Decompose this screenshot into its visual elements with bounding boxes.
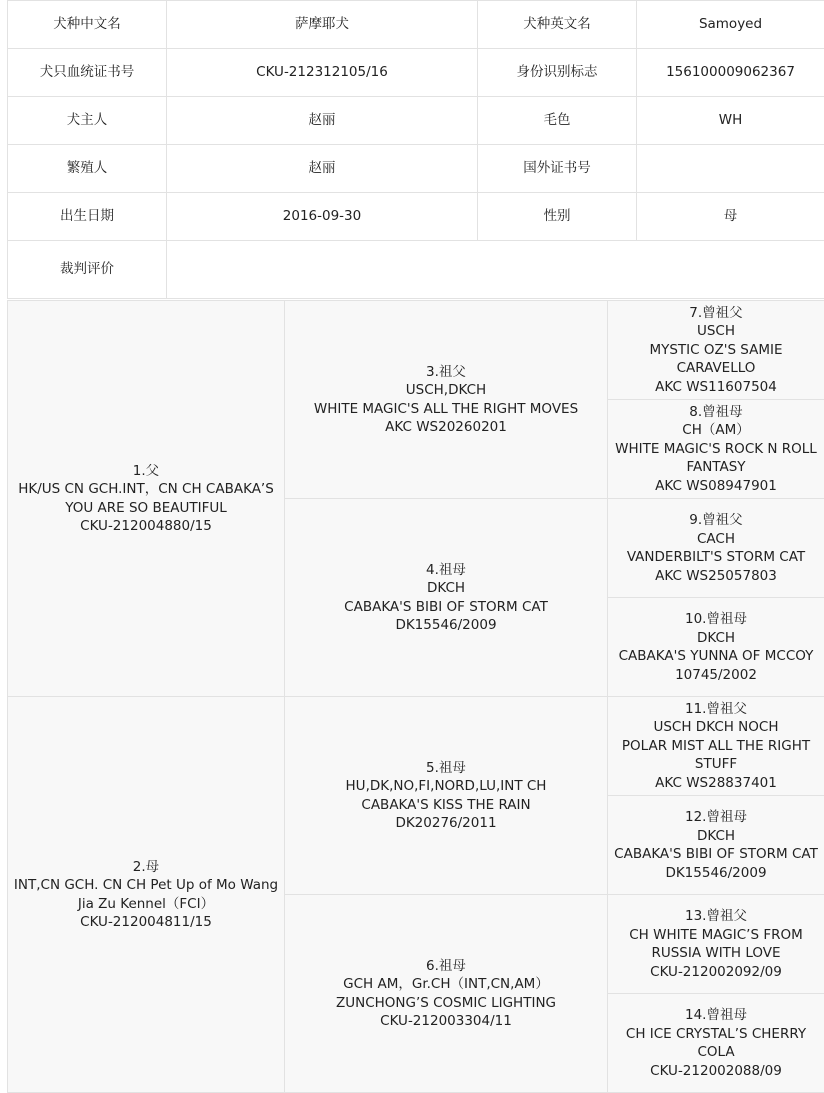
pedigree-line: WHITE MAGIC'S ROCK N ROLL bbox=[610, 440, 822, 459]
breeder-value: 赵丽 bbox=[167, 145, 478, 193]
pedigree-line: DKCH bbox=[287, 579, 605, 598]
pedigree-line: CKU-212003304/11 bbox=[287, 1012, 605, 1031]
pedigree-position-label: 14.曾祖母 bbox=[610, 1006, 822, 1025]
pedigree-line: AKC WS28837401 bbox=[610, 774, 822, 793]
pedigree-line: DK15546/2009 bbox=[287, 616, 605, 635]
info-row-judge bbox=[8, 241, 824, 299]
color-label: 毛色 bbox=[478, 97, 637, 145]
pedigree-line: YOU ARE SO BEAUTIFUL bbox=[10, 499, 282, 518]
pedigree-line: USCH DKCH NOCH bbox=[610, 718, 822, 737]
pedigree-ggp-8 bbox=[608, 400, 824, 499]
pedigree-line: CABAKA'S BIBI OF STORM CAT bbox=[610, 845, 822, 864]
pedigree-position-label: 12.曾祖母 bbox=[610, 808, 822, 827]
pedigree-line: CACH bbox=[610, 530, 822, 549]
pedigree-line: STUFF bbox=[610, 755, 822, 774]
pedigree-line: Jia Zu Kennel（FCI） bbox=[10, 895, 282, 914]
judge-value bbox=[167, 241, 824, 299]
pedigree-line: CABAKA'S BIBI OF STORM CAT bbox=[287, 598, 605, 617]
pedigree-line: MYSTIC OZ'S SAMIE bbox=[610, 341, 822, 360]
pedigree-position-label: 7.曾祖父 bbox=[610, 304, 822, 323]
id-label: 身份识别标志 bbox=[478, 49, 637, 97]
pedigree-line: HK/US CN GCH.INT，CN CH CABAKA’S bbox=[10, 480, 282, 499]
pedigree-position-label: 10.曾祖母 bbox=[610, 610, 822, 629]
judge-label: 裁判评价 bbox=[8, 241, 167, 299]
pedigree-table bbox=[7, 300, 824, 1093]
pedigree-line: DKCH bbox=[610, 629, 822, 648]
pedigree-line: RUSSIA WITH LOVE bbox=[610, 944, 822, 963]
pedigree-line: USCH bbox=[610, 322, 822, 341]
pedigree-maternal-grandsire bbox=[285, 697, 608, 895]
pedigree-line: AKC WS08947901 bbox=[610, 477, 822, 496]
pedigree-ggp-9 bbox=[608, 499, 824, 598]
pedigree-position-label: 6.祖母 bbox=[287, 957, 605, 976]
pedigree-ggp-14 bbox=[608, 994, 824, 1093]
foreign-cert-label: 国外证书号 bbox=[478, 145, 637, 193]
sex-label: 性别 bbox=[478, 193, 637, 241]
pedigree-position-label: 1.父 bbox=[10, 462, 282, 481]
pedigree-line: CH ICE CRYSTAL’S CHERRY bbox=[610, 1025, 822, 1044]
pedigree-position-label: 5.祖母 bbox=[287, 759, 605, 778]
breed-en-value: Samoyed bbox=[637, 1, 824, 49]
pedigree-line: VANDERBILT'S STORM CAT bbox=[610, 548, 822, 567]
cert-label: 犬只血统证书号 bbox=[8, 49, 167, 97]
pedigree-line: 10745/2002 bbox=[610, 666, 822, 685]
pedigree-line: CARAVELLO bbox=[610, 359, 822, 378]
pedigree-line: FANTASY bbox=[610, 458, 822, 477]
breed-cn-label: 犬种中文名 bbox=[8, 1, 167, 49]
pedigree-ggp-12 bbox=[608, 796, 824, 895]
pedigree-line: CKU-212002088/09 bbox=[610, 1062, 822, 1081]
pedigree-position-label: 11.曾祖父 bbox=[610, 700, 822, 719]
dog-info-table bbox=[7, 0, 824, 299]
pedigree-line: ZUNCHONG’S COSMIC LIGHTING bbox=[287, 994, 605, 1013]
pedigree-line: GCH AM，Gr.CH（INT,CN,AM） bbox=[287, 975, 605, 994]
pedigree-line: CABAKA'S YUNNA OF MCCOY bbox=[610, 647, 822, 666]
pedigree-line: AKC WS25057803 bbox=[610, 567, 822, 586]
owner-label: 犬主人 bbox=[8, 97, 167, 145]
pedigree-line: DK20276/2011 bbox=[287, 814, 605, 833]
pedigree-position-label: 13.曾祖父 bbox=[610, 907, 822, 926]
id-value: 156100009062367 bbox=[637, 49, 824, 97]
pedigree-line: HU,DK,NO,FI,NORD,LU,INT CH bbox=[287, 777, 605, 796]
info-row-cert bbox=[8, 49, 824, 97]
info-row-breed bbox=[8, 1, 824, 49]
pedigree-ggp-13 bbox=[608, 895, 824, 994]
dob-label: 出生日期 bbox=[8, 193, 167, 241]
info-row-dob bbox=[8, 193, 824, 241]
pedigree-ggp-10 bbox=[608, 598, 824, 697]
breeder-label: 繁殖人 bbox=[8, 145, 167, 193]
pedigree-line: AKC WS20260201 bbox=[287, 418, 605, 437]
dob-value: 2016-09-30 bbox=[167, 193, 478, 241]
pedigree-line: AKC WS11607504 bbox=[610, 378, 822, 397]
pedigree-position-label: 9.曾祖父 bbox=[610, 511, 822, 530]
pedigree-line: INT,CN GCH. CN CH Pet Up of Mo Wang bbox=[10, 876, 282, 895]
pedigree-ggp-7 bbox=[608, 301, 824, 400]
info-row-owner bbox=[8, 97, 824, 145]
pedigree-line: CH（AM） bbox=[610, 421, 822, 440]
pedigree-position-label: 3.祖父 bbox=[287, 363, 605, 382]
pedigree-line: CKU-212004880/15 bbox=[10, 517, 282, 536]
pedigree-position-label: 8.曾祖母 bbox=[610, 403, 822, 422]
color-value: WH bbox=[637, 97, 824, 145]
pedigree-line: POLAR MIST ALL THE RIGHT bbox=[610, 737, 822, 756]
pedigree-paternal-granddam bbox=[285, 499, 608, 697]
pedigree-line: COLA bbox=[610, 1043, 822, 1062]
pedigree-line: WHITE MAGIC'S ALL THE RIGHT MOVES bbox=[287, 400, 605, 419]
cert-value: CKU-212312105/16 bbox=[167, 49, 478, 97]
owner-value: 赵丽 bbox=[167, 97, 478, 145]
pedigree-line: CKU-212004811/15 bbox=[10, 913, 282, 932]
pedigree-line: USCH,DKCH bbox=[287, 381, 605, 400]
sex-value: 母 bbox=[637, 193, 824, 241]
pedigree-position-label: 4.祖母 bbox=[287, 561, 605, 580]
pedigree-sire bbox=[8, 301, 285, 697]
pedigree-dam bbox=[8, 697, 285, 1093]
pedigree-position-label: 2.母 bbox=[10, 858, 282, 877]
pedigree-line: CH WHITE MAGIC’S FROM bbox=[610, 926, 822, 945]
breed-cn-value: 萨摩耶犬 bbox=[167, 1, 478, 49]
pedigree-line: CKU-212002092/09 bbox=[610, 963, 822, 982]
pedigree-maternal-granddam bbox=[285, 895, 608, 1093]
pedigree-paternal-grandsire bbox=[285, 301, 608, 499]
pedigree-line: DK15546/2009 bbox=[610, 864, 822, 883]
breed-en-label: 犬种英文名 bbox=[478, 1, 637, 49]
foreign-cert-value bbox=[637, 145, 824, 193]
info-row-breeder bbox=[8, 145, 824, 193]
pedigree-line: DKCH bbox=[610, 827, 822, 846]
pedigree-line: CABAKA'S KISS THE RAIN bbox=[287, 796, 605, 815]
pedigree-ggp-11 bbox=[608, 697, 824, 796]
